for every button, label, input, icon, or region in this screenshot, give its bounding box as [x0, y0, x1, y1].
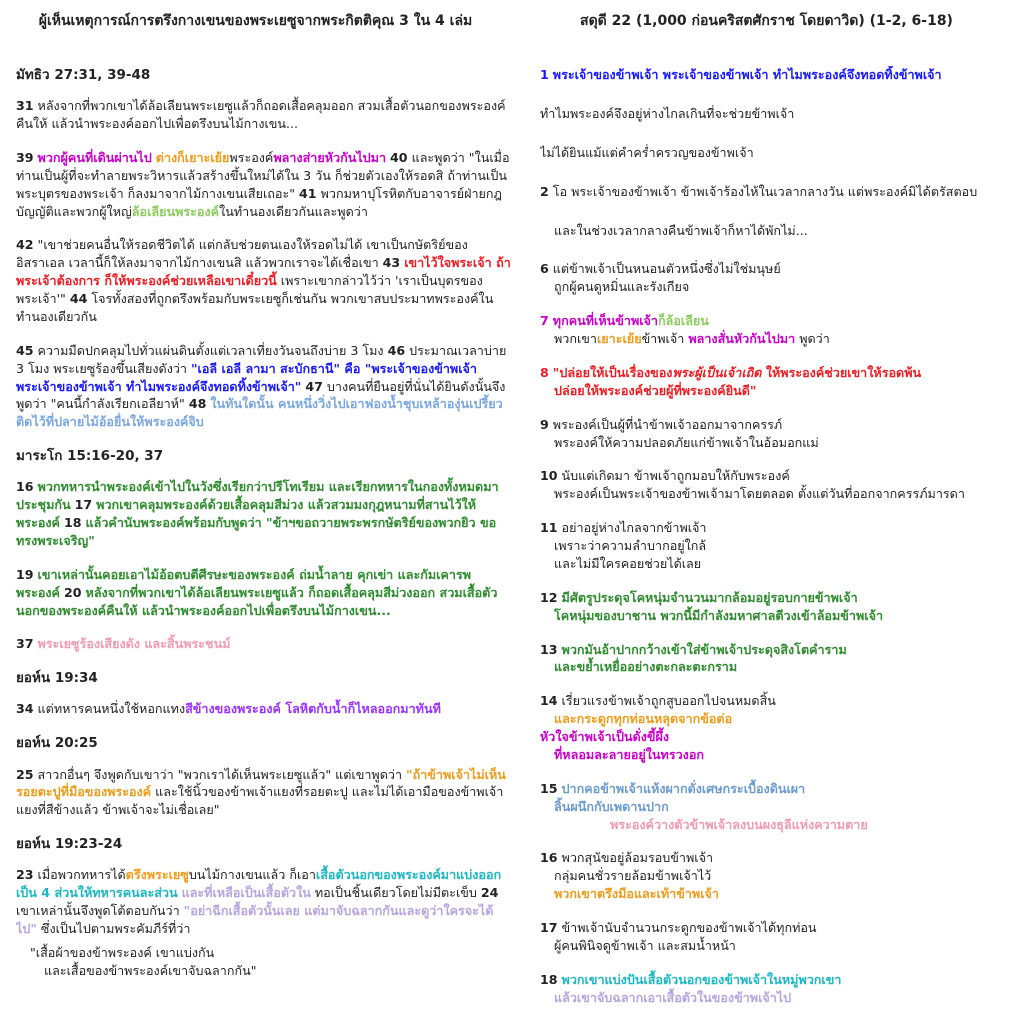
verse-text: เพราะเขากล่าวไว้ว่า 'เราเป็นบุตรของพระเจ้า'"	[16, 273, 483, 307]
verse-number: 10	[540, 468, 558, 484]
verse-text: ถูกผู้คนดูหมิ่นและรังเกียจ	[554, 279, 690, 295]
verse-number: 42	[16, 237, 34, 253]
matthew-paragraph-39	[16, 149, 512, 221]
quote-line: และเสื้อของข้าพระองค์เขาจับฉลากกัน"	[44, 962, 257, 978]
verse-text: และไม่มีใครคอยช่วยได้เลย	[554, 555, 702, 571]
verse-text: พวกสุนัขอยู่ล้อมรอบข้าพเจ้า	[557, 850, 714, 866]
verse-number: 47	[305, 378, 323, 394]
highlight-nail-marks: "ถ้าข้าพเจ้าไม่เห็นรอยตะปูที่มือของพระองค์	[16, 766, 506, 800]
highlight-tunic: และที่เหลือเป็นเสื้อตัวใน	[181, 885, 311, 901]
verse-number: 46	[387, 342, 406, 358]
matthew-paragraph-31	[16, 97, 512, 133]
verse-text: พวกเขา	[554, 331, 597, 346]
mark-heading: มาระโก 15:16-20, 37	[16, 448, 164, 465]
verse-number: 34	[16, 701, 34, 717]
verse-number: 41	[299, 185, 317, 201]
highlight-sour-wine: ในทันใดนั้น คนหนึ่งวิ่งไปเอาฟองน้ำชุบเหล้าองุ่นเปรี้ยวติดไว้ที่ปลายไม้อ้อยื่นให้พระองค์จิบ	[16, 396, 503, 430]
psalm-verse-12	[540, 589, 1010, 625]
highlight-crucified: ตรึงพระเยซู	[125, 867, 189, 883]
psalm-verse-18	[540, 971, 1010, 1007]
verse-number: 12	[540, 589, 558, 605]
verse-number: 25	[16, 766, 34, 782]
verse-number: 39	[16, 149, 34, 165]
psalm-verse-9	[540, 416, 1010, 452]
verse-number: 11	[540, 520, 558, 536]
matthew-paragraph-42	[16, 236, 512, 325]
verse-text: พระองค์เป็นพระเจ้าของข้าพเจ้ามาโดยตลอด ตั้งแต่วันที่ออกจากครรภ์มารดา	[554, 486, 965, 502]
verse-number: 14	[540, 693, 558, 709]
highlight-all-who-see: ทุกคนที่เห็นข้าพเจ้า	[552, 313, 658, 329]
mark-paragraph-19	[16, 566, 512, 620]
verse-text: ซึ่งเป็นไปตามพระคัมภีร์ที่ว่า	[36, 920, 191, 936]
psalm-verse-17	[540, 919, 1010, 955]
verse-text: ผู้คนพินิจดูข้าพเจ้า และสมน้ำหน้า	[554, 937, 736, 953]
highlight-bulls: มีศัตรูประดุจโคหนุ่มจำนวนมากล้อมอยู่รอบกายข้าพเจ้า	[561, 589, 858, 605]
verse-number: 31	[16, 98, 34, 114]
verse-text: บางคนที่ยืนอยู่ที่นั่นได้ยินดังนั้นจึงพูดว่า "คนนี้กำลังเรียกเอลียาห์"	[16, 378, 506, 412]
highlight-shaking-heads: พลางส่ายหัวกันไปมา	[273, 149, 387, 165]
john-19-34-heading: ยอห์น 19:34	[16, 670, 98, 687]
verse-number: 17	[540, 920, 558, 935]
matthew-heading: มัทธิว 27:31, 39-48	[16, 67, 151, 83]
highlight-dust-of-death: พระองค์วางตัวข้าพเจ้าลงบนผงธุลีแห่งความตาย	[610, 816, 868, 832]
psalm-verse-13	[540, 641, 1010, 677]
highlight-ravening: และขย้ำเหยื่ออย่างตะกละตะกราม	[554, 659, 738, 675]
verse-text: และในช่วงเวลากลางคืนข้าพเจ้าก็หาได้พักไม่...	[554, 222, 808, 238]
verse-text: บนไม้กางเขนแล้ว ก็เอา	[188, 867, 316, 883]
verse-number: 44	[69, 291, 88, 307]
psalm-verse-10	[540, 467, 1010, 503]
verse-text: และใช้นิ้วของข้าพเจ้าแยงที่รอยตะปู และไม่ได้เอามือของข้าพเจ้าแยงที่สีข้างแล้ว ข้าพเจ้าจะไม่เชื่อเลย"	[16, 784, 504, 818]
verse-text: สาวกอื่นๆ จึงพูดกับเขาว่า "พวกเราได้เห็นพระเยซูแล้ว" แต่เขาพูดว่า	[33, 766, 407, 782]
verse-text: เรี่ยวแรงข้าพเจ้าถูกสูบออกไปจนหมดสิ้น	[557, 693, 776, 709]
highlight-lion: พวกมันอ้าปากกว้างเข้าใส่ข้าพเจ้าประดุจสิงโตคำราม	[561, 641, 847, 657]
psalm-verse-8	[540, 364, 1010, 400]
highlight-delight: ปล่อยให้พระองค์ช่วยผู้ที่พระองค์ยินดี"	[554, 382, 757, 398]
verse-number: 37	[16, 636, 34, 652]
highlight-passersby: พวกผู้คนที่เดินผ่านไป	[37, 149, 152, 165]
highlight-cast-lots: แล้วเขาจับฉลากเอาเสื้อตัวในของข้าพเจ้าไป	[554, 989, 792, 1005]
verse-text: และพูดว่า "ในเมื่อท่านเป็นผู้ที่จะทำลายพระวิหารแล้วสร้างขึ้นใหม่ได้ใน 3 วัน ก็ช่วยตัวเองให้รอดสิ ถ้าท่านเป็นพระบุตรของพระเจ้า ก็ลงมาจากไม้กางเขนเสียเถอะ"	[16, 149, 510, 201]
john-paragraph-25	[16, 766, 512, 820]
verse-number: 23	[16, 867, 34, 883]
highlight-mock: ก็ล้อเลียน	[658, 313, 709, 329]
verse-text: พระองค์เป็นผู้ที่นำข้าพเจ้าออกมาจากครรภ์	[548, 416, 783, 432]
verse-text: นับแต่เกิดมา ข้าพเจ้าถูกมอบให้กับพระองค์	[557, 468, 790, 484]
verse-text: พวกมหาปุโรหิตกับอาจารย์ฝ่ายกฎบัญญัติและพวกผู้ใหญ่	[16, 185, 503, 219]
mark-paragraph-37	[16, 635, 512, 653]
right-column-title: สดุดี 22 (1,000 ก่อนคริสตศักราช โดยดาวิด) (1-2, 6-18)	[580, 13, 953, 29]
verse-number: 48	[188, 396, 207, 412]
psalm-verse-1	[540, 66, 1010, 84]
highlight-scorn: เยาะเย้ย	[596, 331, 642, 346]
verse-number: 24	[480, 885, 499, 901]
highlight-cast-lots: "อย่าฉีกเสื้อตัวนั้นเลย แต่มาจับฉลากกันและดูว่าใครจะได้ไป"	[16, 903, 494, 936]
psalm-verse-7	[540, 312, 1010, 348]
john-paragraph-34	[16, 700, 512, 718]
psalm-verse-11	[540, 519, 1010, 573]
highlight-wag-heads: พลางสั่นหัวกันไปมา	[688, 331, 796, 346]
verse-text: โจรทั้งสองที่ถูกตรึงพร้อมกับพระเยซูก็เช่นกัน พวกเขาสบประมาทพระองค์ในทำนองเดียวกัน	[16, 291, 494, 324]
verse-text: พระองค์ให้ความปลอดภัยแก่ข้าพเจ้าในอ้อมอกแม่	[554, 434, 819, 450]
highlight-eli-eli: "เอลี เอลี ลามา สะบักธานี" คือ "พระเจ้าของข้าพเจ้า พระเจ้าของข้าพเจ้า ทำไมพระองค์จึงทอดทิ้งข้าพเจ้า"	[16, 360, 477, 394]
verse-number: 6	[540, 261, 549, 277]
verse-text: ความมืดปกคลุมไปทั่วแผ่นดินตั้งแต่เวลาเที่ยงวันจนถึงบ่าย 3 โมง	[33, 342, 388, 358]
scripture-quote	[30, 944, 512, 980]
verse-number: 40	[390, 149, 408, 165]
highlight-bashan: โคหนุ่มของบาชาน พวกนี้มีกำลังมหาศาลตีวงเข้าล้อมข้าพเจ้า	[554, 607, 884, 623]
john-20-25-heading: ยอห์น 20:25	[16, 735, 98, 752]
psalm-verse-1c: ไม่ได้ยินแม้แต่คำคร่ำครวญของข้าพเจ้า	[540, 144, 754, 160]
john-paragraph-23	[16, 866, 512, 979]
verse-number: 13	[540, 641, 558, 657]
verse-text: ประมาณเวลาบ่าย 3 โมง พระเยซูร้องขึ้นเสียงดังว่า	[16, 342, 507, 376]
mark-paragraph-16	[16, 478, 512, 550]
verse-text: เพราะว่าความลำบากอยู่ใกล้	[554, 538, 707, 553]
verse-number: 9	[540, 416, 549, 432]
highlight-trust-in-god: เขาไว้ใจพระเจ้า ถ้าพระเจ้าต้องการ ก็ให้พระองค์ช่วยเหลือเขาเดี๋ยวนี้	[16, 255, 511, 289]
matthew-paragraph-45	[16, 342, 512, 431]
psalm-verse-2b	[540, 222, 1010, 240]
highlight-heart-wax: หัวใจข้าพเจ้าเป็นดั่งขี้ผึ้ง	[540, 729, 670, 744]
highlight-purple-robe: พวกเขาคลุมพระองค์ด้วยเสื้อคลุมสีม่วง แล้วสวมมงกุฎหนามที่สานไว้ให้พระองค์	[16, 497, 477, 531]
verse-text: หลังจากที่พวกเขาได้ล้อเลียนพระเยซูแล้วก็ถอดเสื้อคลุมออก สวมเสื้อตัวนอกของพระองค์คืนให้ แล้วนำพระองค์ออกไปเพื่อตรึงบนไม้กางเขน...	[16, 98, 506, 132]
quote-line: "เสื้อผ้าของข้าพระองค์ เขาแบ่งกัน	[30, 944, 215, 960]
highlight-rescue: ให้พระองค์ช่วยเขาให้รอดพ้น	[761, 364, 922, 380]
verse-number: 19	[16, 566, 34, 582]
highlight-led-out: หลังจากที่พวกเขาได้ล้อเลียนพระเยซูแล้ว ก็ถอดเสื้อคลุมสีม่วงออก สวมเสื้อตัวนอกของพระองค์คืนให้ แล้วนำพระองค์ออกไปเพื่อตรึงบนไม้กางเขน...	[16, 584, 498, 618]
gospel-column	[16, 66, 512, 1020]
verse-number: 18	[540, 971, 558, 987]
psalm-verse-15	[540, 780, 1010, 834]
psalm-verse-2	[540, 183, 1010, 201]
verse-text: เมื่อพวกทหารได้	[33, 867, 126, 883]
psalm-verse-16	[540, 849, 1010, 903]
verse-text: ข้าพเจ้านับจำนวนกระดูกของข้าพเจ้าได้ทุกท่อน	[557, 920, 817, 935]
highlight-pierced-hands: พวกเขาตรึงมือและเท้าข้าพเจ้า	[554, 886, 719, 902]
verse-text: พูดว่า	[795, 331, 830, 346]
verse-number: 15	[540, 780, 558, 796]
verse-number: 45	[16, 342, 34, 358]
verse-number: 43	[382, 255, 401, 271]
john-19-23-heading: ยอห์น 19:23-24	[16, 836, 123, 853]
highlight-commit-to-lord: "ปล่อยให้เป็นเรื่องของ	[552, 364, 673, 380]
highlight-death: พระเยซูร้องเสียงดัง และสิ้นพระชนม์	[37, 636, 231, 652]
verse-text: เขาเหล่านั้นจึงพูดโต้ตอบกันว่า	[16, 903, 184, 919]
verse-number: 1	[540, 67, 549, 82]
highlight-hail-king: แล้วคำนับพระองค์พร้อมกับพูดว่า "ข้าฯขอถวายพระพรกษัตริย์ของพวกยิว ขอทรงพระเจริญ"	[16, 515, 497, 548]
verse-text: โอ พระเจ้าของข้าพเจ้า ข้าพเจ้าร้องไห้ในเวลากลางวัน แต่พระองค์มิได้ตรัสตอบ	[548, 183, 978, 199]
verse-number: 16	[540, 850, 558, 866]
verse-number: 20	[63, 584, 82, 600]
verse-text: แต่ข้าพเจ้าเป็นหนอนตัวหนึ่งซึ่งไม่ใช่มนุษย์	[548, 261, 781, 277]
highlight-lord: พระผู้เป็นเจ้าเถิด	[672, 364, 762, 380]
highlight-soldiers: พวกทหารนำพระองค์เข้าไปในวังซึ่งเรียกว่าปรีโทเรียม และเรียกทหารในกองทั้งหมดมาประชุมกัน	[16, 479, 499, 513]
psalm-verse-14	[540, 692, 1010, 764]
verse-text: ในทำนองเดียวกันและพูดว่า	[219, 203, 368, 219]
verse-number: 18	[63, 515, 82, 531]
verse-text: ข้าพเจ้า	[641, 331, 689, 346]
highlight-divided-garments: เสื้อตัวนอกของพระองค์มาแบ่งออกเป็น 4 ส่วนให้ทหารคนละส่วน	[16, 867, 502, 901]
verse-text: กลุ่มคนชั่วรายล้อมข้าพเจ้าไว้	[554, 868, 712, 884]
highlight-melted: ที่หลอมละลายอยู่ในทรวงอก	[554, 746, 705, 762]
verse-text: อย่าอยู่ห่างไกลจากข้าพเจ้า	[557, 520, 707, 536]
highlight-forsaken: พระเจ้าของข้าพเจ้า พระเจ้าของข้าพเจ้า ทำไมพระองค์จึงทอดทิ้งข้าพเจ้า	[552, 67, 942, 82]
highlight-dried-up: ปากคอข้าพเจ้าแห้งผากดั่งเศษกระเบื้องดินเผา	[561, 780, 806, 796]
verse-number: 8	[540, 364, 549, 380]
highlight-mocked: ต่างก็เยาะเย้ย	[155, 149, 230, 165]
psalm-verse-6	[540, 260, 1010, 296]
verse-number: 2	[540, 183, 549, 199]
verse-number: 7	[540, 313, 549, 329]
verse-text: พระองค์	[229, 149, 274, 165]
psalm-column	[540, 66, 1010, 1020]
verse-number: 16	[16, 479, 34, 495]
highlight-divide-garments: พวกเขาแบ่งปันเสื้อตัวนอกของข้าพเจ้าในหมู่พวกเขา	[561, 971, 842, 987]
highlight-tongue: ลิ้นผนึกกับเพดานปาก	[554, 798, 669, 814]
highlight-mocked-him: ล้อเลียนพระองค์	[131, 203, 220, 219]
highlight-pierced-side: สีข้างของพระองค์ โลหิตกับน้ำก็ไหลออกมาทันที	[185, 701, 441, 717]
psalm-verse-1b: ทำไมพระองค์จึงอยู่ห่างไกลเกินที่จะช่วยข้าพเจ้า	[540, 105, 795, 121]
verse-text: แต่ทหารคนหนึ่งใช้หอกแทง	[33, 701, 186, 717]
left-column-title: ผู้เห็นเหตุการณ์การตรึงกางเขนของพระเยซูจากพระกิตติคุณ 3 ใน 4 เล่ม	[38, 13, 473, 29]
highlight-struck-head: เขาเหล่านั้นคอยเอาไม้อ้อตบตีศีรษะของพระองค์ ถ่มน้ำลาย คุกเข่า และกัมเคารพพระองค์	[16, 566, 472, 600]
highlight-bones-out-of-joint: และกระดูกทุกท่อนหลุดจากข้อต่อ	[554, 711, 733, 727]
verse-text: ทอเป็นชิ้นเดียวโดยไม่มีตะเข็บ	[310, 885, 481, 901]
verse-number: 17	[74, 497, 93, 513]
verse-text: "เขาช่วยคนอื่นให้รอดชีวิตได้ แต่กลับช่วยตนเองให้รอดไม่ได้ เขาเป็นกษัตริย์ของอิสราเอล เวลานี้ก็ให้ลงมาจากไม้กางเขนสิ แล้วพวกเราจะได้เชื่อเขา	[16, 237, 468, 271]
